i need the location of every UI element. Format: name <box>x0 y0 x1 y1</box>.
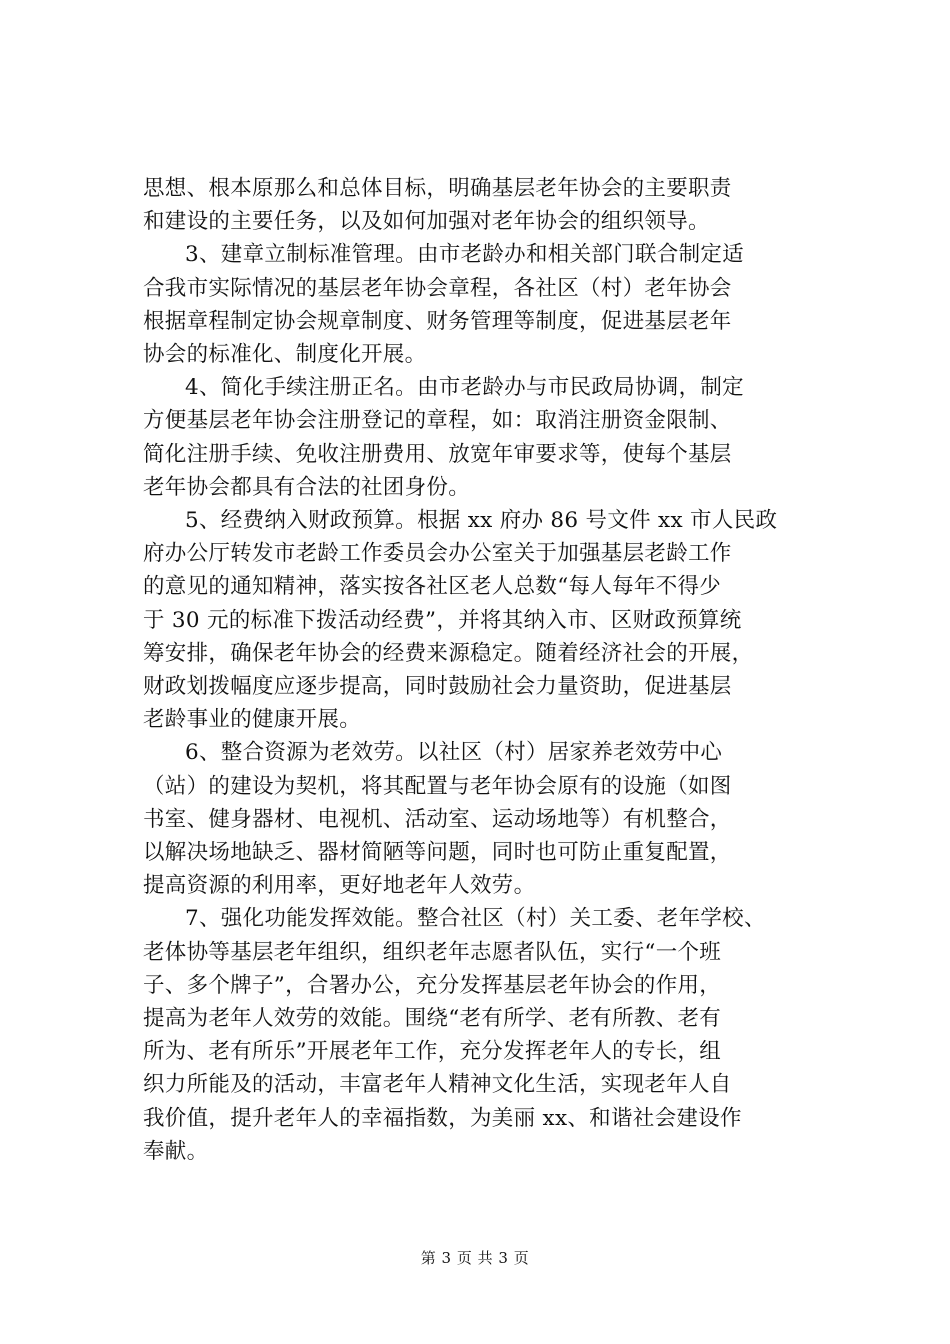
text-line: 老龄事业的健康开展。 <box>143 707 362 733</box>
text-line: 7、强化功能发挥效能。整合社区（村）关工委、老年学校、 <box>185 906 766 932</box>
paragraph-5 <box>143 736 833 902</box>
text-line: 于 30 元的标准下拨活动经费”，并将其纳入市、区财政预算统 <box>143 607 742 633</box>
paragraph-6 <box>143 902 833 1168</box>
text-line: 4、简化手续注册正名。由市老龄办与市民政局协调，制定 <box>185 375 744 401</box>
text-line: 简化注册手续、免收注册费用、放宽年审要求等，使每个基层 <box>143 441 732 467</box>
document-body <box>143 172 833 1168</box>
paragraph-2 <box>143 238 833 371</box>
text-line: 和建设的主要任务，以及如何加强对老年协会的组织领导。 <box>143 209 710 235</box>
text-line: 府办公厅转发市老龄工作委员会办公室关于加强基层老龄工作 <box>143 541 732 567</box>
text-line: 思想、根本原那么和总体目标，明确基层老年协会的主要职责 <box>143 176 732 201</box>
text-line: 老年协会都具有合法的社团身份。 <box>143 474 471 500</box>
paragraph-1 <box>143 172 833 238</box>
text-line: 提高资源的利用率，更好地老年人效劳。 <box>143 873 536 899</box>
text-line: 奉献。 <box>143 1138 209 1164</box>
text-line: 财政划拨幅度应逐步提高，同时鼓励社会力量资助，促进基层 <box>143 674 732 700</box>
text-line: 织力所能及的活动，丰富老年人精神文化生活，实现老年人自 <box>143 1072 732 1098</box>
text-line: 的意见的通知精神，落实按各社区老人总数“每人每年不得少 <box>143 574 722 600</box>
text-line: 所为、老有所乐”开展老年工作，充分发挥老年人的专长，组 <box>143 1039 722 1065</box>
page-footer <box>0 1247 950 1268</box>
text-line: 筹安排，确保老年协会的经费来源稳定。随着经济社会的开展， <box>143 640 754 666</box>
text-line: 协会的标准化、制度化开展。 <box>143 342 427 368</box>
text-line: 提高为老年人效劳的效能。围绕“老有所学、老有所教、老有 <box>143 1006 722 1032</box>
text-line: （站）的建设为契机，将其配置与老年协会原有的设施（如图 <box>143 773 732 799</box>
text-line: 根据章程制定协会规章制度、财务管理等制度，促进基层老年 <box>143 308 732 334</box>
text-line: 合我市实际情况的基层老年协会章程，各社区（村）老年协会 <box>143 275 732 301</box>
text-line: 以解决场地缺乏、器材简陋等问题，同时也可防止重复配置， <box>143 840 732 866</box>
text-line: 5、经费纳入财政预算。根据 xx 府办 86 号文件 xx 市人民政 <box>185 508 778 534</box>
text-line: 3、建章立制标准管理。由市老龄办和相关部门联合制定适 <box>185 242 744 268</box>
text-line: 老体协等基层老年组织，组织老年志愿者队伍，实行“一个班 <box>143 939 722 965</box>
text-line: 书室、健身器材、电视机、活动室、运动场地等）有机整合， <box>143 806 732 832</box>
paragraph-4 <box>143 504 833 736</box>
text-line: 6、整合资源为老效劳。以社区（村）居家养老效劳中心 <box>185 740 723 766</box>
page-number-label: 第 3 页 共 3 页 <box>420 1249 530 1267</box>
text-line: 我价值，提升老年人的幸福指数，为美丽 xx、和谐社会建设作 <box>143 1105 742 1131</box>
paragraph-3 <box>143 371 833 504</box>
text-line: 方便基层老年协会注册登记的章程，如：取消注册资金限制、 <box>143 408 732 434</box>
text-line: 子、多个牌子”，合署办公，充分发挥基层老年协会的作用， <box>143 972 722 998</box>
